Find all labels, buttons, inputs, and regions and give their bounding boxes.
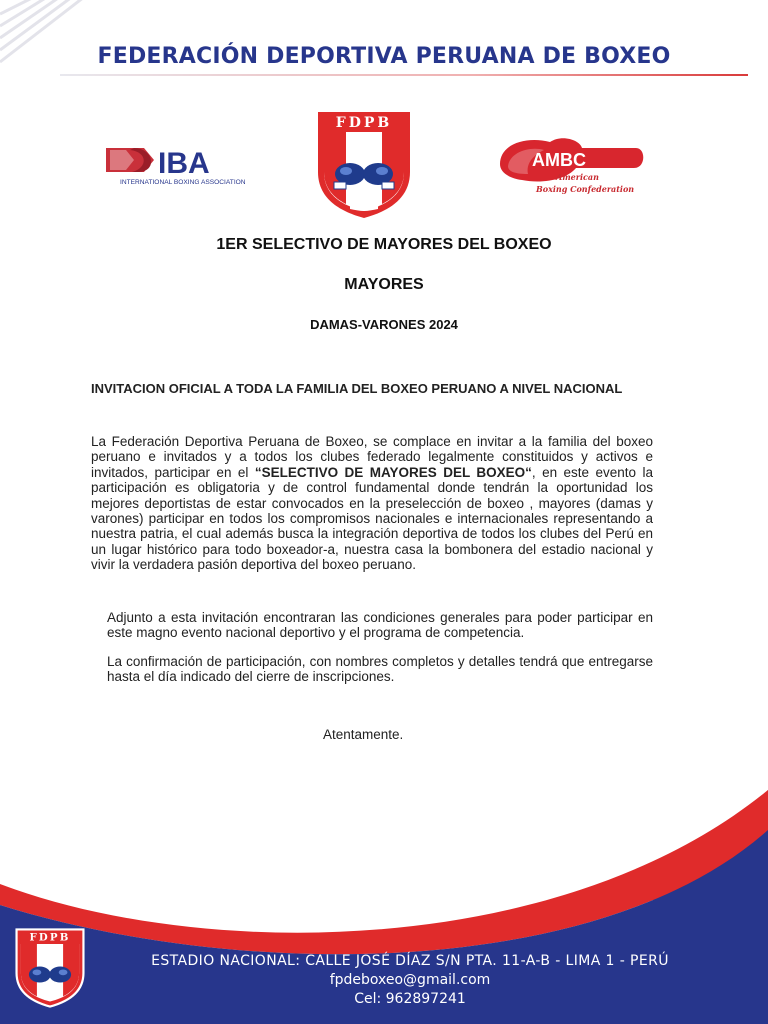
paragraph-1-event-name: “SELECTIVO DE MAYORES DEL BOXEO“ [254,464,532,480]
ambc-logo-subtitle-line1: American [556,172,599,182]
footer-fdpb-logo-mark: FDPB [29,931,71,944]
paragraph-1-text-start: La Federación Deportiva Peruana de Boxeo, se complace en invitar a la familia del boxeo peruano e invitados y a todos los clubes federado legalmente constituidos y activos e invitados, participar en el [91,434,653,480]
invitation-heading: INVITACION OFICIAL A TODA LA FAMILIA DEL BOXEO PERUANO A NIVEL NACIONAL [91,381,623,396]
iba-logo-mark: IBA [158,147,210,180]
event-subtitle: DAMAS-VARONES 2024 [310,317,458,332]
footer-phone: Cel: 962897241 [354,991,466,1007]
paragraph-1-text-end: , en este evento la participación es obligatoria y de control fundamental donde tendrán la oportunidad los mejores deportistas de estar convocados en la preselección de boxeo , mayores (damas y varones) participar en todos los compromisos nacionales e internacionales representando a nuestra patria, el cual además busca la integración deportiva de todos los clubes del Perú en un lugar histórico para todo boxeador-a, nuestra casa la bombonera del estadio nacional y vivir la verdadera pasión deportiva del boxeo peruano. [91,464,653,573]
ambc-logo-subtitle-line2: Boxing Confederation [536,184,635,194]
body-paragraph-3: La confirmación de participación, con nombres completos y detalles tendrá que entregarse hasta el día indicado del cierre de inscripciones. [107,654,653,685]
fdpb-logo-mark: FDPB [335,115,393,131]
federation-header-title: FEDERACIÓN DEPORTIVA PERUANA DE BOXEO [97,44,671,69]
footer-email: fpdeboxeo@gmail.com [329,972,491,988]
footer-address: ESTADIO NACIONAL: CALLE JOSÉ DÍAZ S/N PTA. 11-A-B - LIMA 1 - PERÚ [151,953,669,969]
body-paragraph-2: Adjunto a esta invitación encontraran las condiciones generales para poder participar en este magno evento nacional deportivo y el programa de competencia. [107,610,653,641]
event-category: MAYORES [344,276,424,293]
event-title: 1ER SELECTIVO DE MAYORES DEL BOXEO [216,236,552,253]
ambc-logo-mark: AMBC [532,150,586,170]
iba-logo-subtitle: INTERNATIONAL BOXING ASSOCIATION [120,179,246,186]
closing-salutation: Atentamente. [323,727,404,742]
